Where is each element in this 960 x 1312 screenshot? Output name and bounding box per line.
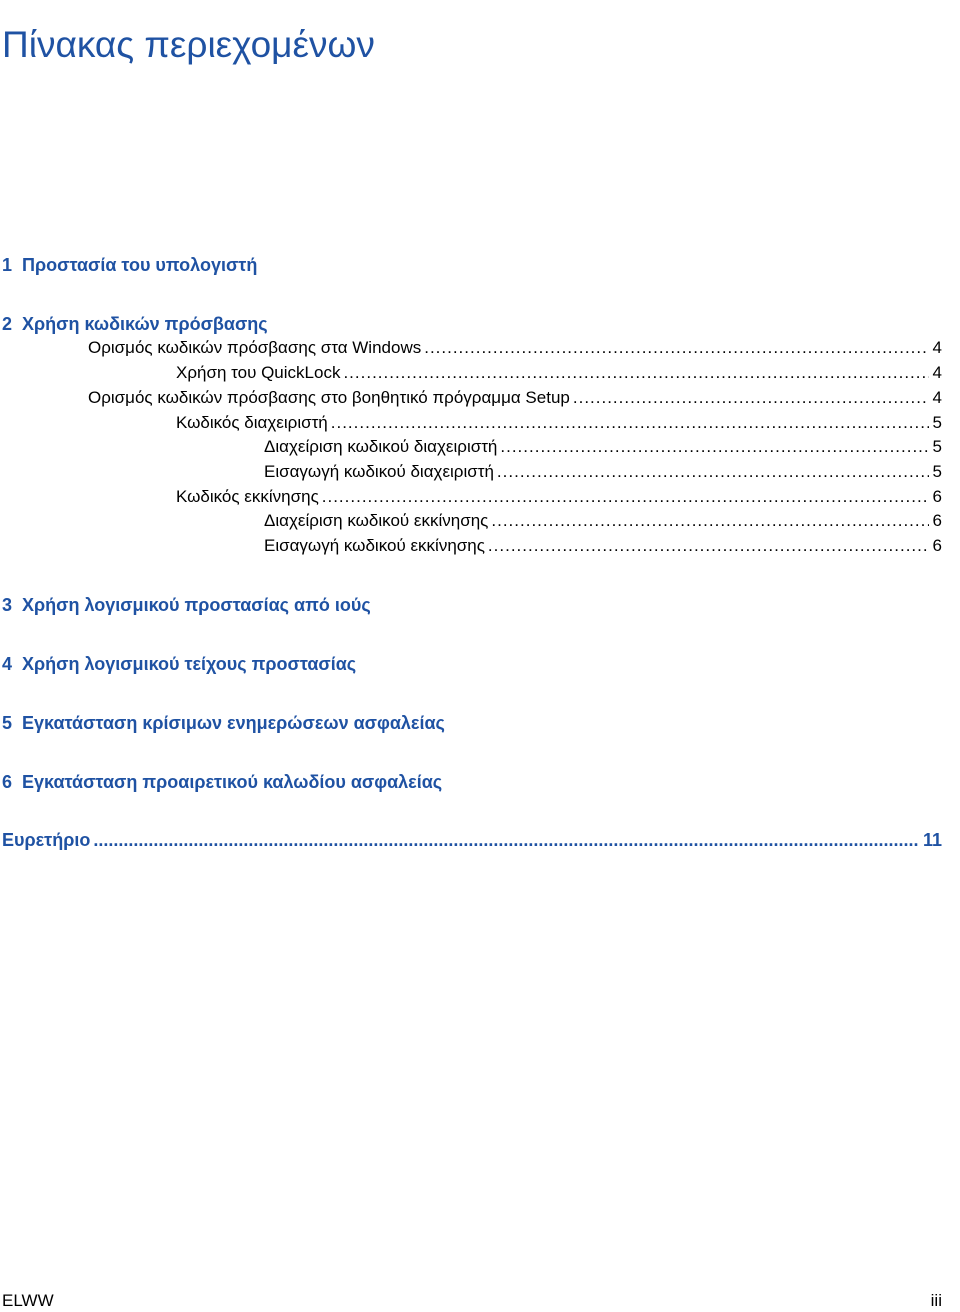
chapter-number: 6 [2,772,13,792]
toc-entry-label: Εισαγωγή κωδικού διαχειριστή [264,462,494,481]
toc-chapter-4[interactable] [2,652,942,676]
toc-entry-label: Διαχείριση κωδικού εκκίνησης [264,511,489,530]
dot-leader [497,460,929,484]
chapter-title: Χρήση λογισμικού τείχους προστασίας [22,654,357,674]
dot-leader [93,828,919,852]
dot-leader [491,509,928,533]
toc-entry[interactable] [264,509,942,533]
dot-leader [331,411,929,435]
toc-chapter-1[interactable] [2,253,942,277]
toc-page-number: 5 [932,413,942,432]
toc-entry-label: Κωδικός διαχειριστή [176,413,328,432]
toc-entry[interactable] [88,386,942,410]
chapter-number: 3 [2,595,13,615]
dot-leader [573,386,929,410]
toc-page-number: 6 [932,487,942,506]
chapter-number: 2 [2,314,13,334]
chapter-title: Εγκατάσταση προαιρετικού καλωδίου ασφαλείας [22,772,443,792]
toc-index-entry[interactable] [2,828,942,852]
dot-leader [424,336,928,360]
chapter-title: Προστασία του υπολογιστή [22,255,258,275]
toc-page-number: 6 [932,511,942,530]
footer-page-number: iii [930,1291,942,1310]
footer-doc-id: ELWW [2,1291,54,1310]
toc-page-number: 5 [932,437,942,456]
chapter-number: 5 [2,713,13,733]
toc-entry-label: Κωδικός εκκίνησης [176,487,319,506]
toc-entry-label: Ορισμός κωδικών πρόσβασης στο βοηθητικό πρόγραμμα Setup [88,388,570,407]
index-page-number: 11 [922,830,942,850]
toc-entry-label: Διαχείριση κωδικού διαχειριστή [264,437,498,456]
chapter-number: 1 [2,255,13,275]
toc-chapter-3[interactable] [2,593,942,617]
dot-leader [322,485,929,509]
index-label: Ευρετήριο [2,830,91,850]
dot-leader [500,435,928,459]
chapter-title: Χρήση λογισμικού προστασίας από ιούς [22,595,371,615]
toc-chapter-6[interactable] [2,770,942,794]
toc-page-number: 4 [932,338,942,357]
toc-chapter-2[interactable] [2,312,942,336]
toc-page-number: 6 [932,536,942,555]
chapter-number: 4 [2,654,13,674]
toc-entry-label: Ορισμός κωδικών πρόσβασης στα Windows [88,338,422,357]
toc-entry-label: Εισαγωγή κωδικού εκκίνησης [264,536,485,555]
chapter-title: Εγκατάσταση κρίσιμων ενημερώσεων ασφαλείας [22,713,445,733]
toc-chapter-5[interactable] [2,711,942,735]
toc-entry[interactable] [88,336,942,360]
toc-page-number: 4 [932,363,942,382]
chapter-title: Χρήση κωδικών πρόσβασης [22,314,268,334]
toc-page-number: 5 [932,462,942,481]
toc-entry[interactable] [264,534,942,558]
toc-entry-label: Χρήση του QuickLock [176,363,341,382]
dot-leader [343,361,928,385]
toc-entry[interactable] [264,435,942,459]
toc-entry[interactable] [264,460,942,484]
toc-entry[interactable] [176,361,942,385]
dot-leader [488,534,929,558]
toc-entry[interactable] [176,485,942,509]
toc-page-number: 4 [932,388,942,407]
page-title: Πίνακας περιεχομένων [2,23,375,65]
toc-entry[interactable] [176,411,942,435]
